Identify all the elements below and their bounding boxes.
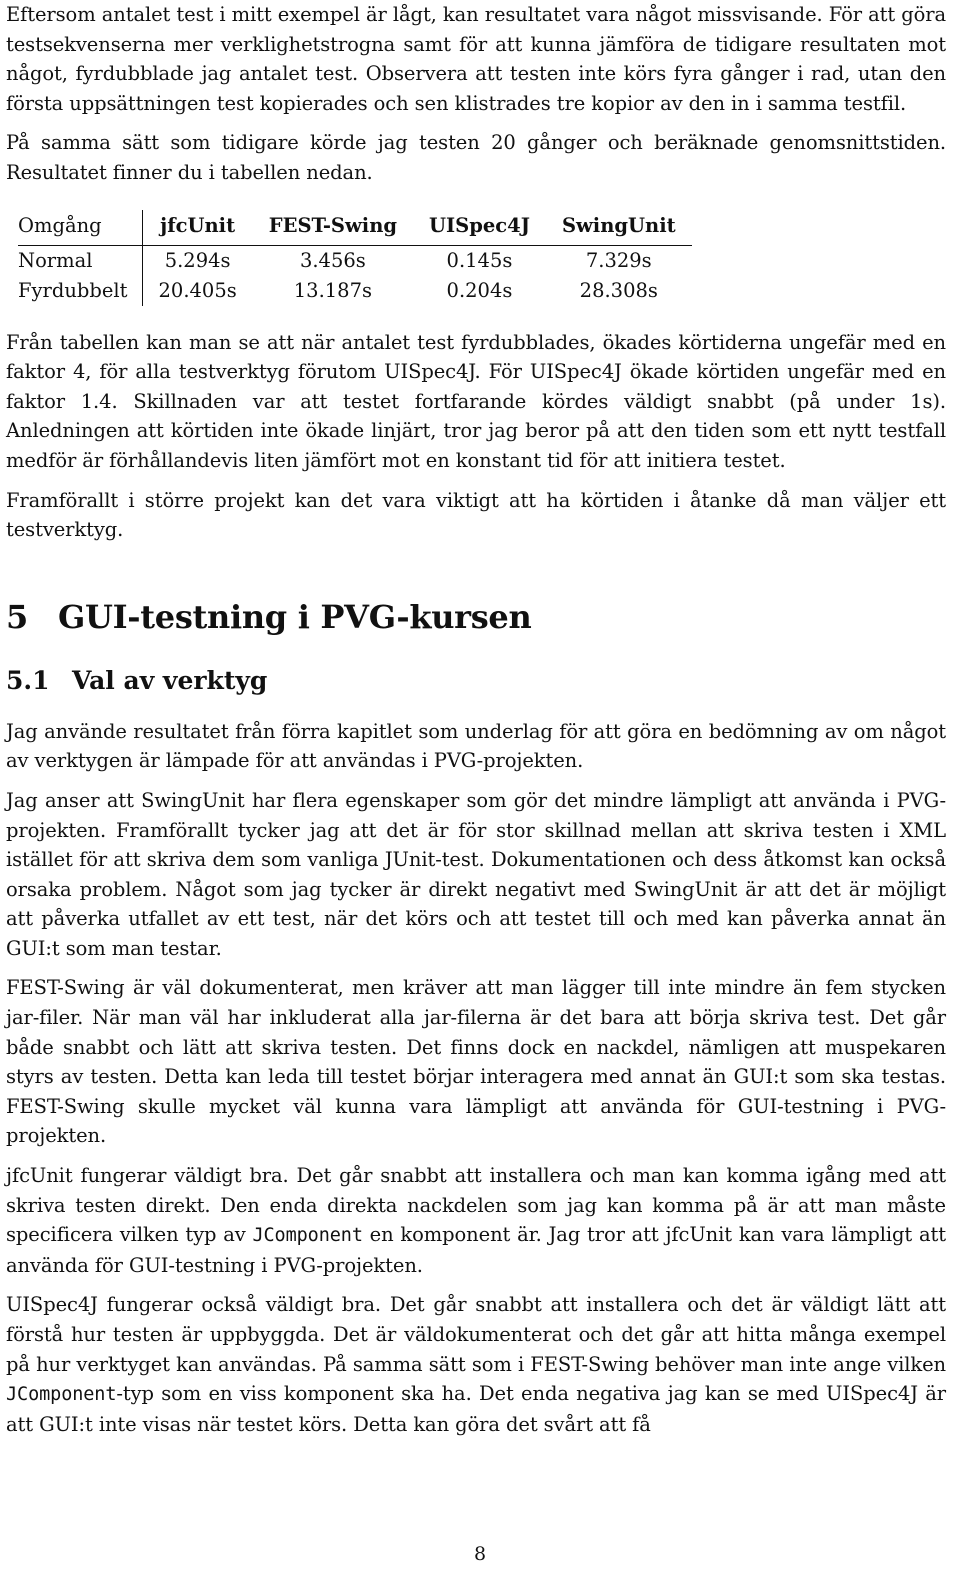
section-number: 5 [6,597,28,636]
paragraph-swingunit: Jag anser att SwingUnit har flera egenskaper som gör det mindre lämpligt att använda i PVG-projekten. Framförallt tycker jag att det är för stor skillnad mellan att skriva testen i XML istället för att skriva dem som vanliga JUnit-test. Dokumentationen och dess åtkomst kan också orsaka problem. Något som jag tycker är direkt negativt med SwingUnit är att det är möjligt att påverka utfallet av ett test, när det körs och att testet till och med kan påverka annat än GUI:t som man testar. [6,788,946,960]
table-row [18,276,692,306]
text-run: jfcUnit fungerar väldigt bra. Det går snabbt att installera och man kan komma igång med att skriva testen direkt. Den enda direkta nackdelen som jag kan komma på är att man måste specificera vilken typ av [6,1164,946,1247]
table-cell: 3.456s [299,248,366,272]
text-run: UISpec4J fungerar också väldigt bra. Det går snabbt att installera och det är väldigt lätt att förstå hur testen är uppbyggda. Det är väldokumenterat och det går att hitta många exempel på hur verktyget kan användas. På samma sätt som i FEST-Swing behöver man inte ange vilken [6,1293,946,1376]
row-label: Normal [18,245,142,276]
table-cell: 20.405s [158,278,237,302]
paragraph-conclusion: Framförallt i större projekt kan det vara viktigt att ha körtiden i åtanke då man väljer ett testverktyg. [6,488,946,542]
code-term: JComponent [6,1384,117,1406]
table-cell: 5.294s [164,248,231,272]
table-cell: 7.329s [585,248,652,272]
code-term: JComponent [252,1225,363,1247]
header-cell: FEST-Swing [268,214,398,238]
table-cell: 0.145s [446,248,513,272]
table-cell: 0.204s [446,278,513,302]
subsection-heading [6,665,946,697]
header-cell: UISpec4J [429,214,530,238]
section-title: GUI-testning i PVG-kursen [58,597,532,636]
table-cell: 13.187s [293,278,372,302]
table-row [18,245,692,276]
header-cell: SwingUnit [561,214,676,238]
section-heading [6,597,946,637]
header-cell: Omgång [18,210,142,246]
paragraph-method: På samma sätt som tidigare körde jag testen 20 gånger och beräknade genomsnittstiden. Resultatet finner du i tabellen nedan. [6,131,946,184]
text-run: en komponent är. Jag tror att jfcUnit kan vara lämpligt att använda för GUI-testning i PVG-projekten. [6,1223,946,1277]
paragraph-table-analysis: Från tabellen kan man se att när antalet test fyrdubblades, ökades körtiderna ungefär med en faktor 4, för alla testverktyg förutom UISpec4J. För UISpec4J ökade körtiden ungefär med en faktor 1.4. Skillnaden var att testet fortfarande kördes väldigt snabbt (på under 1s). Anledningen att körtiden inte ökade linjärt, tror jag beror på att den tiden som ett nytt testfall medför är förhållandevis liten jämfört mot en konstant tid för att initiera testet. [6,330,946,472]
paragraph-uispec4j [6,1290,946,1439]
subsection-number: 5.1 [6,665,50,695]
table-cell: 28.308s [579,278,658,302]
paragraph-jfcunit [6,1161,946,1280]
paragraph-intro: Eftersom antalet test i mitt exempel är lågt, kan resultatet vara något missvisande. För att göra testsekvenserna mer verklighetstrogna samt för att kunna jämföra de tidigare resultaten mot något, fyrdubblade jag antalet test. Observera att testen inte körs fyra gånger i rad, utan den första uppsättningen test kopierades och sen klistrades tre kopior av den in i samma testfil. [6,3,946,115]
header-cell: jfcUnit [160,214,236,238]
table-header-row [18,210,692,246]
page-number: 8 [473,1543,487,1565]
text-run: -typ som en viss komponent ska ha. Det enda negativa jag kan se med UISpec4J är att GUI:t inte visas när testet körs. Detta kan göra det svårt att få [6,1382,946,1436]
paragraph-fest-swing: FEST-Swing är väl dokumenterat, men kräver att man lägger till inte mindre än fem stycken jar-filer. När man väl har inkluderat alla jar-filerna är det bara att börja skriva test. Det går både snabbt och lätt att skriva testen. Det finns dock en nackdel, nämligen att muspekaren styrs av testen. Detta kan leda till testet börjar interagera med annat än GUI:t som ska testas. FEST-Swing skulle mycket väl kunna vara lämpligt att använda för GUI-testning i PVG-projekten. [6,976,946,1148]
results-table [18,210,692,306]
paragraph-basis: Jag använde resultatet från förra kapitlet som underlag för att göra en bedömning av om något av verktygen är lämpade för att användas i PVG-projekten. [6,719,946,773]
subsection-title: Val av verktyg [72,665,268,695]
results-table-wrapper [18,210,946,306]
row-label: Fyrdubbelt [18,276,142,306]
